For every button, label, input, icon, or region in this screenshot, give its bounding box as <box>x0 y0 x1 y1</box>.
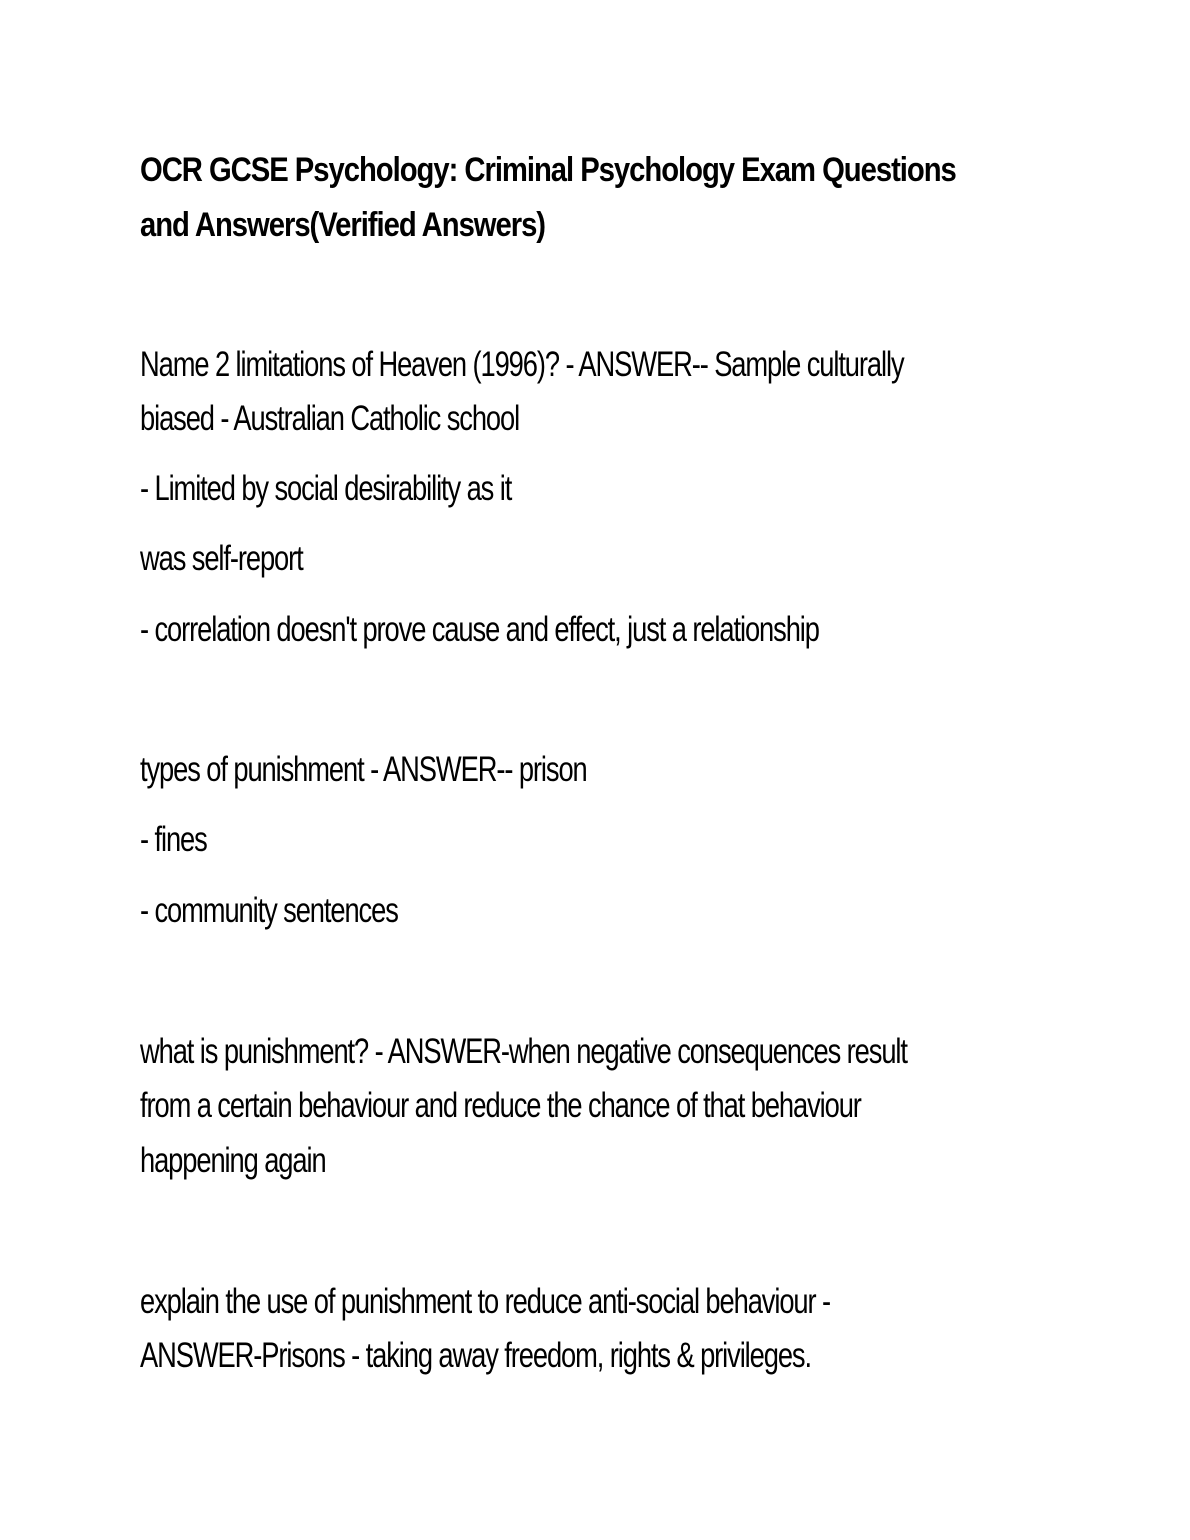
qa-line: - correlation doesn't prove cause and effect, just a relationship <box>140 610 819 649</box>
qa-line: happening again <box>140 1141 326 1180</box>
title-line-1: OCR GCSE Psychology: Criminal Psychology Exam Questions <box>140 151 956 189</box>
qa-line: what is punishment? - ANSWER-when negative consequences result <box>140 1032 907 1071</box>
qa-line: - Limited by social desirability as it <box>140 469 512 508</box>
qa-line: biased - Australian Catholic school <box>140 399 520 438</box>
qa-line: explain the use of punishment to reduce anti-social behaviour - <box>140 1282 830 1321</box>
qa-line: - fines <box>140 820 207 859</box>
qa-line: types of punishment - ANSWER-- prison <box>140 750 587 789</box>
qa-line: - community sentences <box>140 891 398 930</box>
document-title <box>140 143 956 253</box>
qa-line: Name 2 limitations of Heaven (1996)? - ANSWER-- Sample culturally <box>140 345 904 384</box>
qa-line: from a certain behaviour and reduce the chance of that behaviour <box>140 1086 861 1125</box>
title-line-2: and Answers(Verified Answers) <box>140 206 546 244</box>
qa-line: was self-report <box>140 539 303 578</box>
qa-line: ANSWER-Prisons - taking away freedom, rights & privileges. <box>140 1336 811 1375</box>
